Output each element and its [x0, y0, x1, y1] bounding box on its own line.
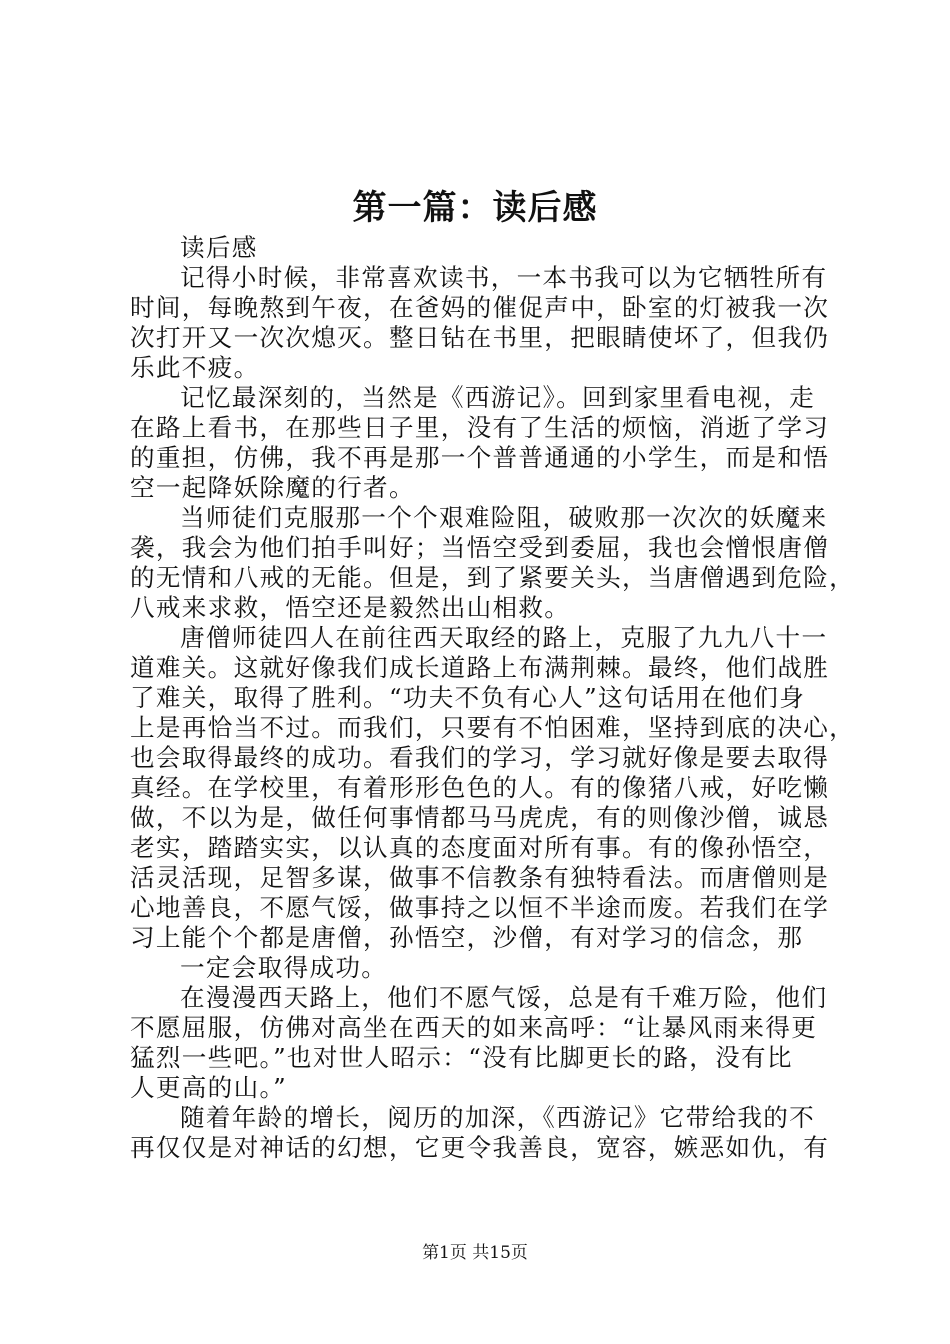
text-line: 活灵活现，足智多谋，做事不信教条有独特看法。而唐僧则是	[130, 863, 830, 892]
text-line: 不愿屈服，仿佛对高坐在西天的如来高呼：“让暴风雨来得更	[130, 1013, 818, 1042]
text-line: 老实，踏踏实实，以认真的态度面对所有事。有的像孙悟空，	[130, 833, 830, 862]
text-line: 当师徒们克服那一个个艰难险阻，破败那一次次的妖魔来	[180, 503, 828, 532]
text-line: 时间，每晚熬到午夜，在爸妈的催促声中，卧室的灯被我一次	[130, 293, 830, 322]
text-line: 人更高的山。”	[130, 1073, 287, 1102]
text-line: 的无情和八戒的无能。但是，到了紧要关头，当唐僧遇到危险，	[130, 563, 856, 592]
text-line: 再仅仅是对神话的幻想，它更令我善良，宽容，嫉恶如仇，有	[130, 1133, 830, 1162]
text-line: 猛烈一些吧。”也对世人昭示：“没有比脚更长的路，没有比	[130, 1043, 793, 1072]
text-line: 也会取得最终的成功。看我们的学习，学习就好像是要去取得	[130, 743, 830, 772]
text-line: 真经。在学校里，有着形形色色的人。有的像猪八戒，好吃懒	[130, 773, 830, 802]
document-body	[130, 233, 856, 1163]
text-line: 上是再恰当不过。而我们，只要有不怕困难，坚持到底的决心，	[130, 713, 856, 742]
text-line: 记忆最深刻的，当然是《西游记》。回到家里看电视，走	[180, 383, 816, 412]
text-line: 心地善良，不愿气馁，做事持之以恒不半途而废。若我们在学	[130, 893, 830, 922]
text-line: 乐此不疲。	[130, 353, 260, 382]
text-line: 了难关，取得了胜利。“功夫不负有心人”这句话用在他们身	[130, 683, 806, 712]
text-line: 做，不以为是，做任何事情都马马虎虎，有的则像沙僧，诚恳	[130, 803, 830, 832]
text-line: 袭，我会为他们拍手叫好；当悟空受到委屈，我也会憎恨唐僧	[130, 533, 830, 562]
text-line: 一定会取得成功。	[180, 953, 388, 982]
text-line: 唐僧师徒四人在前往西天取经的路上，克服了九九八十一	[180, 623, 828, 652]
text-line: 八戒来求救，悟空还是毅然出山相救。	[130, 593, 571, 622]
text-line: 在漫漫西天路上，他们不愿气馁，总是有千难万险，他们	[180, 983, 828, 1012]
text-line: 次打开又一次次熄灭。整日钻在书里，把眼睛使坏了，但我仍	[130, 323, 830, 352]
document-title: 第一篇：读后感	[352, 188, 598, 228]
text-line: 习上能个个都是唐僧，孙悟空，沙僧，有对学习的信念，那	[130, 923, 804, 952]
text-line: 的重担，仿佛，我不再是那一个普普通通的小学生，而是和悟	[130, 443, 830, 472]
text-line: 在路上看书，在那些日子里，没有了生活的烦恼，消逝了学习	[130, 413, 830, 442]
text-line: 随着年龄的增长，阅历的加深，《西游记》它带给我的不	[180, 1103, 816, 1132]
text-line: 道难关。这就好像我们成长道路上布满荆棘。最终，他们战胜	[130, 653, 830, 682]
text-line: 空一起降妖除魔的行者。	[130, 473, 415, 502]
text-line: 读后感	[180, 233, 258, 262]
text-line: 记得小时候，非常喜欢读书，一本书我可以为它牺牲所有	[180, 263, 828, 292]
page-footer: 第1页 共15页	[422, 1243, 528, 1263]
